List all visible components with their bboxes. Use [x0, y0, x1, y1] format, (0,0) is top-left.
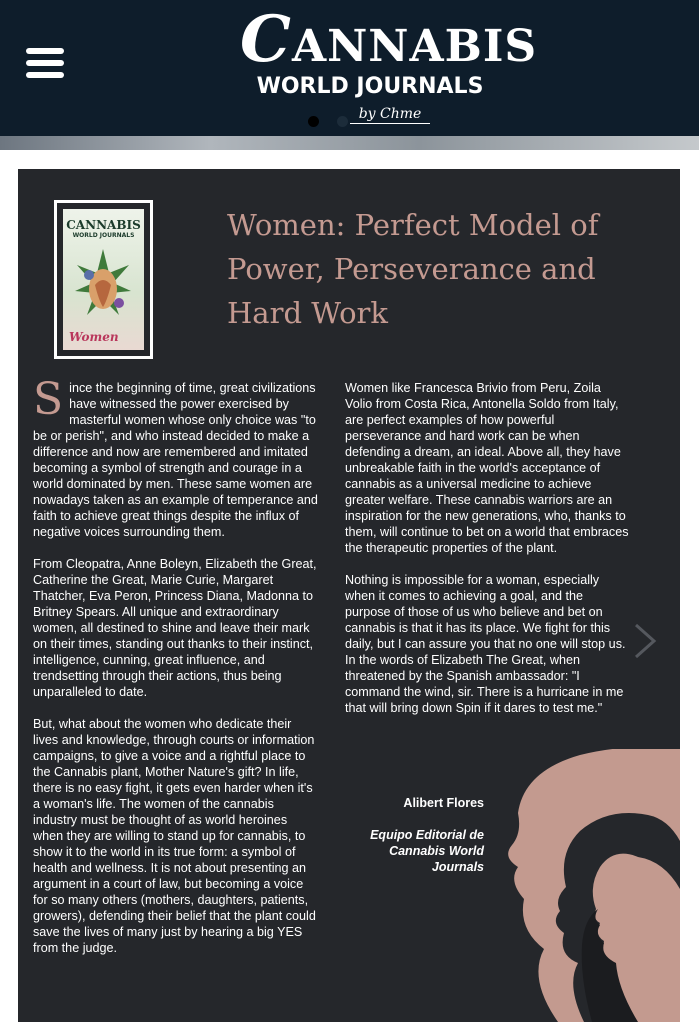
article-paragraph: Women like Francesca Brivio from Peru, Zoila Volio from Costa Rica, Antonella Soldo from Italy, are perfect examples of how powerful perseverance and hard work can be when defending a dream, an ideal. Above all, they have unbreakable faith in the world's acceptance of cannabis as a universal medicine to achieve greater welfare. These cannabis warriors are an inspiration for the new generations, who, thanks to them, will continue to bet on a world that embraces the therapeutic properties of the plant. [345, 381, 629, 555]
hamburger-icon [26, 60, 64, 66]
hamburger-icon [26, 48, 64, 54]
article-paragraph: Nothing is impossible for a woman, especially when it comes to achieving a goal, and the purpose of those of us who believe and bet on cannabis is that it has its place. We fight for this daily, but I can assure you that no one will stop us. In the words of Elizabeth The Great, when threatened by the Spanish ambassador: "I command the wind, sir. There is a hurricane in me that will bring down Spin if it dares to test me." [345, 573, 626, 715]
chevron-right-icon [628, 621, 662, 661]
logo-main-text [240, 2, 538, 77]
editorial-team-line: Equipo Editorial de [370, 828, 484, 842]
article-column-left [33, 374, 318, 972]
editorial-team-line: Journals [431, 860, 484, 874]
article-paragraph: But, what about the women who dedicate their lives and knowledge, through courts or information campaigns, to give a voice and a rightful place to the Cannabis plant, Mother Nature's gift? In life, there is no easy fight, it gets even harder when it's a woman's life. The women of the cannabis industry must be thought of as world heroines when they are willing to stand up for cannabis, to show it to the world in its true form: a symbol of health and wellness. It is not about presenting an argument in a court of law, but becoming a voice for so many others (mothers, daughters, patients, growers), defending their belief that the plant could save the lives of many just by hearing a big YES from the judge. [33, 717, 316, 955]
hamburger-icon [26, 72, 64, 78]
cover-title-text: CANNABIS [66, 218, 141, 232]
site-logo[interactable] [240, 2, 538, 130]
cover-headline: Women [69, 330, 119, 344]
editorial-team [338, 827, 484, 875]
logo-signature: by Chme [350, 105, 430, 124]
logo-initial: C [240, 2, 292, 77]
women-silhouette-illustration [488, 749, 680, 1022]
article-paragraph: From Cleopatra, Anne Boleyn, Elizabeth the Great, Catherine the Great, Marie Curie, Margaret Thatcher, Eva Peron, Princess Diana, Madonna to Britney Spears. All unique and extraordinary women, all destined to shine and leave their mark on their times, standing out thanks to their instinct, intelligence, cunning, great influence, and trendsetting through their actions, thus being unparalleled to date. [33, 557, 317, 699]
drop-cap: S [33, 374, 64, 425]
editorial-team-line: Cannabis World [389, 844, 484, 858]
header-divider-band [0, 136, 699, 150]
article-card [18, 169, 680, 1022]
carousel-dot-1[interactable] [308, 116, 319, 127]
site-header [0, 0, 699, 136]
article-column-right [345, 380, 630, 732]
next-slide-button[interactable] [628, 621, 662, 661]
article-title: Women: Perfect Model of Power, Perseverance and Hard Work [227, 208, 599, 330]
cover-subtitle: WORLD JOURNALS [72, 232, 135, 239]
paragraph-text: ince the beginning of time, great civilizations have witnessed the power exercised by masterful women whose only choice was "to be or perish", and who instead decided to make a difference and now are remembered and imitated becoming a symbol of strength and courage in a world dominated by men. These same women are nowadays taken as an example of temperance and faith to achieve great things despite the influx of negative voices surrounding them. [33, 381, 318, 539]
article-author: Alibert Flores [403, 796, 484, 810]
magazine-cover-image [63, 209, 144, 350]
article-paragraph [33, 374, 318, 540]
logo-main-rest: ANNABIS [291, 21, 538, 72]
carousel-dot-2[interactable] [337, 116, 348, 127]
magazine-cover-frame[interactable] [54, 200, 153, 359]
cover-leaf-art-icon [73, 245, 133, 327]
carousel-dots [308, 114, 362, 126]
logo-subtitle: WORLD JOURNALS [256, 74, 484, 99]
cover-title [63, 219, 144, 240]
menu-button[interactable] [26, 48, 64, 82]
